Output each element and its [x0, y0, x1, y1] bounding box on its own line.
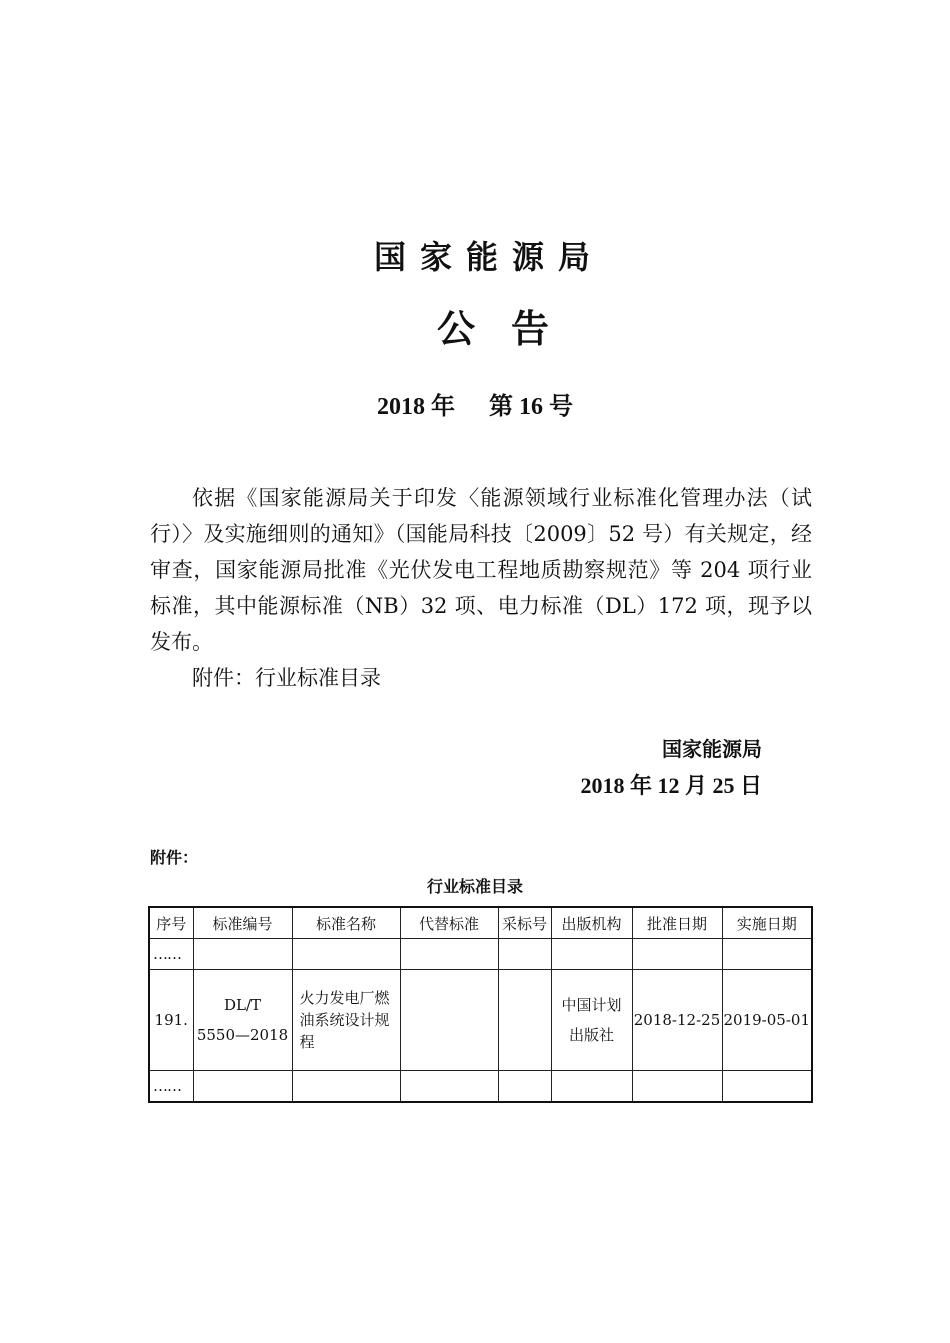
publisher-line-2: 出版社 — [568, 1026, 614, 1044]
publisher-line-1: 中国计划 — [561, 996, 622, 1014]
column-header-approval-date: 批准日期 — [632, 907, 722, 939]
body-paragraph: 依据《国家能源局关于印发〈能源领域行业标准化管理办法（试行）〉及实施细则的通知》（国能局科技〔2009〕52 号）有关规定，经审查，国家能源局批准《光伏发电工程地质勘察规范》等 204 项行业标准，其中能源标准（NB）32 项、电力标准（DL）172 项，现予以发布。 — [150, 486, 812, 654]
column-header-index: 序号 — [149, 907, 193, 939]
standards-table — [148, 906, 813, 1103]
notice-serial: 第 16 号 — [489, 394, 573, 420]
ellipsis-cell: …… — [149, 939, 193, 970]
signature-issuer: 国家能源局 — [662, 737, 762, 761]
code-prefix: DL/T — [223, 996, 262, 1014]
column-header-adopted: 采标号 — [498, 907, 551, 939]
code-number: 5550—2018 — [196, 1026, 289, 1044]
row-approval-date: 2018-12-25 — [632, 970, 722, 1071]
row-standard-code — [193, 970, 292, 1071]
table-row — [149, 1071, 812, 1103]
row-replaces — [400, 970, 498, 1071]
column-header-code: 标准编号 — [193, 907, 292, 939]
notice-year: 2018 年 — [377, 394, 455, 420]
table-row — [149, 939, 812, 970]
row-publisher — [551, 970, 632, 1071]
ellipsis-cell: …… — [149, 1071, 193, 1103]
notice-body — [150, 480, 812, 696]
annex-table-title: 行业标准目录 — [426, 877, 523, 896]
attachment-reference: 附件：行业标准目录 — [192, 666, 381, 690]
column-header-name: 标准名称 — [292, 907, 400, 939]
notice-number — [0, 386, 950, 421]
annex-label: 附件： — [150, 848, 199, 867]
column-header-effective-date: 实施日期 — [722, 907, 812, 939]
row-adopted — [498, 970, 551, 1071]
table-row — [149, 970, 812, 1071]
row-standard-name: 火力发电厂燃油系统设计规程 — [292, 970, 400, 1071]
notice-title: 公告 — [436, 307, 585, 351]
signature-date: 2018 年 12 月 25 日 — [580, 773, 762, 798]
row-effective-date: 2019-05-01 — [722, 970, 812, 1071]
row-index: 191. — [149, 970, 193, 1071]
issuing-organization-title: 国家能源局 — [373, 238, 604, 276]
column-header-replaces: 代替标准 — [400, 907, 498, 939]
column-header-publisher: 出版机构 — [551, 907, 632, 939]
table-header-row — [149, 907, 812, 939]
